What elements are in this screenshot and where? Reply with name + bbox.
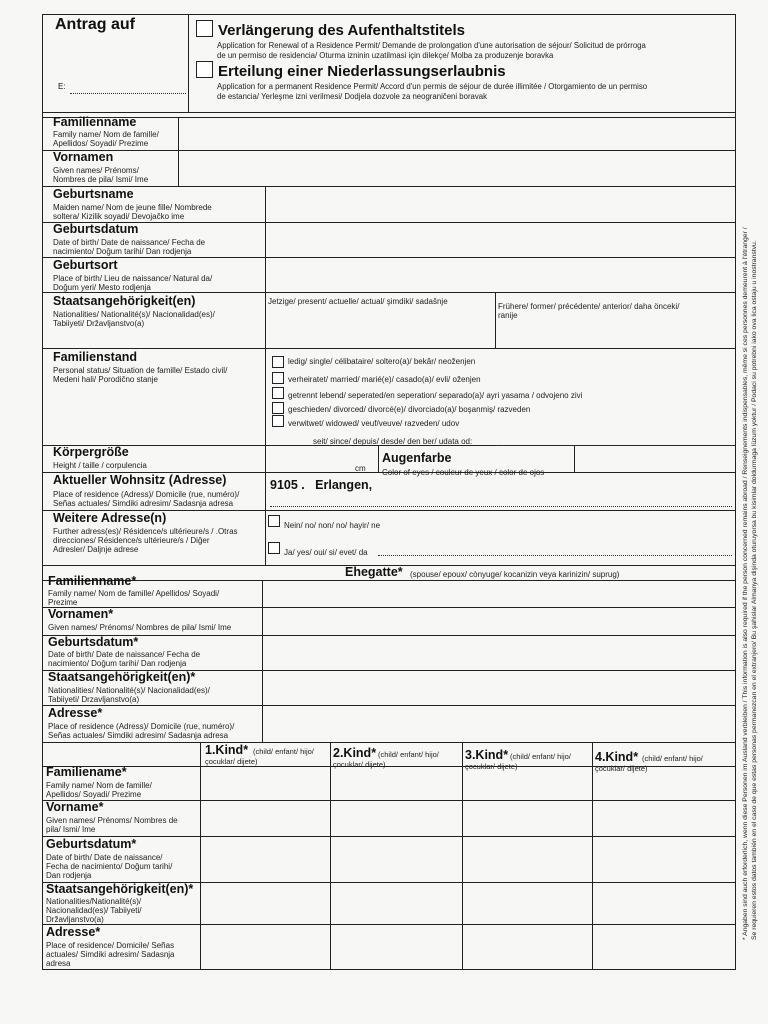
children-familiename-sub2: Apellidos/ Soyadi/ Prezime <box>46 790 142 799</box>
renewal-sub2: de un permiso de residencia/ Oturma izninin uzatilmasi için dilekçe/ Molba za produzenje boravka <box>217 51 554 60</box>
antrag-auf-title: Antrag auf <box>55 16 135 33</box>
side-footnote <box>742 180 759 940</box>
child2-header: 2.Kind* <box>333 746 377 760</box>
familienname-field[interactable] <box>180 118 734 149</box>
spouse-geburtsdatum-field[interactable] <box>264 636 734 669</box>
staatsangehoerigkeit-label: Staatsangehörigkeit(en) <box>53 294 196 308</box>
geburtsort-label: Geburtsort <box>53 258 118 272</box>
spouse-staatsang-label: Staatsangehörigkeit(en)* <box>48 670 196 684</box>
children-familiename-label: Familiename* <box>46 765 127 779</box>
child4-header: 4.Kind* <box>595 750 639 764</box>
height-unit: cm <box>355 464 366 473</box>
spouse-staatsang-sub2: Tabiiyeti/ Drzavljanstvo(a) <box>48 695 140 704</box>
permanent-title: Erteilung einer Niederlassungserlaubnis <box>218 63 506 80</box>
eye-color-field[interactable] <box>576 446 734 471</box>
child3-header-sub1: (child/ enfant/ hijo/ <box>510 752 571 761</box>
status-separated-label: getrennt lebend/ seperated/en seperation/ separado(a)/ ayri yasama / odvojeno zivi <box>288 391 583 400</box>
further-address-yes-checkbox[interactable] <box>268 542 280 554</box>
familienstand-label: Familienstand <box>53 350 138 364</box>
children-staatsang-label: Staatsangehörigkeit(en)* <box>46 882 194 896</box>
nationality-former-field[interactable] <box>498 322 734 346</box>
child1-familiename-field[interactable] <box>202 767 329 799</box>
nationality-current-label: Jetzige/ present/ actuelle/ actual/ şimdiki/ sadašnje <box>268 297 448 306</box>
geburtsort-field[interactable] <box>267 258 734 291</box>
spouse-adresse-field[interactable] <box>264 706 734 741</box>
koerpergroesse-sub: Height / taille / corpulencia <box>53 461 147 470</box>
geburtsort-sub1: Place of birth/ Lieu de naissance/ Natural da/ <box>53 274 213 283</box>
geburtsdatum-sub1: Date of birth/ Date de naissance/ Fecha de <box>53 238 206 247</box>
children-staatsang-sub3: Državljanstvo(a) <box>46 915 104 924</box>
child2-vorname-field[interactable] <box>332 801 461 835</box>
geburtsdatum-sub2: nacimiento/ Doğum tarihi/ Dan rodjenja <box>53 247 192 256</box>
child2-geburtsdatum-field[interactable] <box>332 837 461 881</box>
status-since-label: seit/ since/ depuis/ desde/ den ber/ udata od: <box>313 437 473 446</box>
child3-header: 3.Kind* <box>465 748 509 762</box>
renewal-title: Verlängerung des Aufenthaltstitels <box>218 22 465 39</box>
spouse-vornamen-label: Vornamen* <box>48 607 114 621</box>
children-familiename-sub1: Family name/ Nom de famille/ <box>46 781 152 790</box>
spouse-adresse-label: Adresse* <box>48 706 103 720</box>
spouse-vornamen-sub1: Given names/ Prénoms/ Nombres de pila/ Ismi/ Ime <box>48 623 232 632</box>
spouse-geburtsdatum-label: Geburtsdatum* <box>48 635 139 649</box>
child4-familiename-field[interactable] <box>594 767 734 799</box>
familienname-sub2: Apellidos/ Soyadi/ Prezime <box>53 139 149 148</box>
child2-adresse-field[interactable] <box>332 925 461 968</box>
child1-vorname-field[interactable] <box>202 801 329 835</box>
weitere-adresse-sub2: direcciones/ Résidence/s ultérieure/s / Diğer <box>53 536 210 545</box>
spouse-vornamen-field[interactable] <box>264 608 734 634</box>
geburtsname-field[interactable] <box>267 187 734 221</box>
child2-staatsang-field[interactable] <box>332 883 461 923</box>
wohnsitz-label: Aktueller Wohnsitz (Adresse) <box>53 473 227 487</box>
side-footnote-line1: * Angaben sind auch erforderlich, wenn diese Personen im Ausland verbleiben / This information is also required if the person concerned remains abroad / Renseignements indispensables, même si ces personnes demeurent à l'étranger / <box>742 227 749 940</box>
spouse-heading-sub: (spouse/ epoux/ cònyuge/ kocanizin veya karinizin/ suprug) <box>410 570 620 579</box>
geburtsname-sub2: soltera/ Kizilik soyadi/ Devojačko ime <box>53 212 185 221</box>
spouse-familienname-field[interactable] <box>264 581 734 606</box>
status-divorced-checkbox[interactable] <box>272 402 284 414</box>
augenfarbe-sub: Color of eyes / couleur de yeux / color de ojos <box>382 468 545 477</box>
spouse-familienname-label: Familienname* <box>48 574 137 588</box>
spouse-heading: Ehegatte* <box>345 565 403 579</box>
wohnsitz-sub1: Place of residence (Adress)/ Domicile (rue, numéro)/ <box>53 490 240 499</box>
status-widowed-label: verwitwet/ widowed/ veuf/veuve/ razveden/ udov <box>288 419 460 428</box>
spouse-adresse-sub1: Place of residence (Adress)/ Domicile (rue, numéro)/ <box>48 722 235 731</box>
geburtsname-label: Geburtsname <box>53 187 134 201</box>
children-adresse-sub2: actuales/ Simdiki adresim/ Sadasnja <box>46 950 175 959</box>
weitere-adresse-label: Weitere Adresse(n) <box>53 511 167 525</box>
status-single-label: ledig/ single/ célibataire/ soltero(a)/ bekâr/ neoženjen <box>288 357 476 366</box>
status-married-checkbox[interactable] <box>272 372 284 384</box>
child3-header-sub2: çocuklar/ dijete) <box>465 762 518 771</box>
child2-header-sub2: çocuklar/ dijete) <box>333 760 386 769</box>
vornamen-field[interactable] <box>180 151 734 185</box>
child4-staatsang-field[interactable] <box>594 883 734 923</box>
status-married-label: verheiratet/ married/ marié(e)/ casado(a)/ evli/ oženjen <box>288 375 481 384</box>
e-label: E: <box>58 82 66 91</box>
geburtsdatum-field[interactable] <box>267 223 734 256</box>
children-adresse-sub3: adresa <box>46 959 71 968</box>
child1-header: 1.Kind* <box>205 743 249 757</box>
child1-geburtsdatum-field[interactable] <box>202 837 329 881</box>
status-widowed-checkbox[interactable] <box>272 415 284 427</box>
child3-familiename-field[interactable] <box>464 767 591 799</box>
renewal-sub1: Application for Renewal of a Residence Permit/ Demande de prolongation d'une autorisation de séjour/ Solicitud de prórroga <box>217 41 646 50</box>
spouse-staatsang-field[interactable] <box>264 671 734 704</box>
children-geburtsdatum-label: Geburtsdatum* <box>46 837 137 851</box>
child4-adresse-field[interactable] <box>594 925 734 968</box>
status-since-field[interactable] <box>496 437 732 446</box>
vornamen-sub2: Nombres de pila/ Ismi/ Ime <box>53 175 149 184</box>
spouse-familienname-sub2: Prezime <box>48 598 78 607</box>
geburtsort-sub2: Doğum yeri/ Mesto rodjenja <box>53 283 151 292</box>
height-field[interactable] <box>267 446 351 471</box>
further-address-yes-label: Ja/ yes/ oui/ si/ evet/ da <box>284 548 368 557</box>
status-divorced-label: geschieden/ divorced/ divorcé(e)/ divorciado(a)/ boşanmiş/ razveden <box>288 405 531 414</box>
child1-adresse-field[interactable] <box>202 925 329 968</box>
child2-header-sub1: (child/ enfant/ hijo/ <box>378 750 439 759</box>
children-geburtsdatum-sub1: Date of birth/ Date de naissance/ <box>46 853 163 862</box>
status-separated-checkbox[interactable] <box>272 387 284 399</box>
further-address-no-label: Nein/ no/ non/ no/ hayir/ ne <box>284 521 381 530</box>
child2-familiename-field[interactable] <box>332 767 461 799</box>
vornamen-label: Vornamen <box>53 150 114 164</box>
children-staatsang-sub2: Nacionalidad(es)/ Tabiiyeti/ <box>46 906 142 915</box>
further-address-field[interactable] <box>378 549 732 556</box>
nationality-former-label2: ranije <box>498 311 518 320</box>
child4-vorname-field[interactable] <box>594 801 734 835</box>
staatsangehoerigkeit-sub2: Tabiiyeti/ Državljanstvo(a) <box>53 319 145 328</box>
child3-adresse-field[interactable] <box>464 925 591 968</box>
staatsangehoerigkeit-sub1: Nationalities/ Nationalité(s)/ Nacionalidad(es)/ <box>53 310 215 319</box>
children-staatsang-sub1: Nationalities/Nationalité(s)/ <box>46 897 142 906</box>
children-geburtsdatum-sub2: Fecha de nacimiento/ Doğum tarihi/ <box>46 862 173 871</box>
side-footnote-line2: Se requieren estos datos también en el caso de que estas personas permanezcan en el extranjero/ Bu şahislar Almanya dişinda oturuyorsa bu kisimlar doldurmaga lüzum yoktur / Podaci su potrebni iako ova lica ostaju u inostranstvu. <box>750 240 758 940</box>
familienstand-sub1: Personal status/ Situation de famille/ Estado civil/ <box>53 366 228 375</box>
current-address-line[interactable] <box>270 500 732 507</box>
status-single-checkbox[interactable] <box>272 356 284 368</box>
current-address-value[interactable]: 9105 . Erlangen, <box>270 478 373 492</box>
child3-staatsang-field[interactable] <box>464 883 591 923</box>
permanent-sub2: de estancia/ Yerleşme izni verilmesi/ Dodjela dozvole za neograničeni boravak <box>217 92 488 101</box>
familienname-label: Familienname <box>53 115 137 129</box>
permanent-checkbox[interactable] <box>196 61 213 78</box>
child1-staatsang-field[interactable] <box>202 883 329 923</box>
familienname-sub1: Family name/ Nom de famille/ <box>53 130 159 139</box>
weitere-adresse-sub3: Adresler/ Daljnje adrese <box>53 545 139 554</box>
child4-geburtsdatum-field[interactable] <box>594 837 734 881</box>
wohnsitz-sub2: Señas actuales/ Simdiki adresim/ Sadasnja adresa <box>53 499 234 508</box>
augenfarbe-label: Augenfarbe <box>382 451 452 465</box>
spouse-geburtsdatum-sub2: nacimiento/ Doğum tarihi/ Dan rodjenja <box>48 659 187 668</box>
children-geburtsdatum-sub3: Dan rodjenja <box>46 871 92 880</box>
child4-header-sub1: (child/ enfant/ hijo/ <box>642 754 703 763</box>
vornamen-sub1: Given names/ Prénoms/ <box>53 166 139 175</box>
spouse-staatsang-sub1: Nationalities/ Nationalité(s)/ Nacionalidad(es)/ <box>48 686 210 695</box>
children-vorname-label: Vorname* <box>46 800 104 814</box>
spouse-geburtsdatum-sub1: Date of birth/ Date de naissance/ Fecha de <box>48 650 201 659</box>
spouse-familienname-sub1: Family name/ Nom de famille/ Apellidos/ Soyadi/ <box>48 589 220 598</box>
renewal-checkbox[interactable] <box>196 20 213 37</box>
weitere-adresse-sub1: Further adress(es)/ Résidence/s ultérieure/s / .Otras <box>53 527 238 536</box>
child3-vorname-field[interactable] <box>464 801 591 835</box>
children-adresse-label: Adresse* <box>46 925 101 939</box>
nationality-current-field[interactable] <box>267 308 493 346</box>
nationality-former-label1: Frühere/ former/ précédente/ anterior/ daha önceki/ <box>498 302 680 311</box>
child1-header-sub1: (child/ enfant/ hijo/ <box>253 747 314 756</box>
spouse-adresse-sub2: Señas actuales/ Simdiki adresim/ Sadasnja adresa <box>48 731 229 740</box>
further-address-no-checkbox[interactable] <box>268 515 280 527</box>
koerpergroesse-label: Körpergröße <box>53 445 129 459</box>
familienstand-sub2: Medeni hali/ Porodično stanje <box>53 375 158 384</box>
geburtsdatum-label: Geburtsdatum <box>53 222 139 236</box>
child3-geburtsdatum-field[interactable] <box>464 837 591 881</box>
children-vorname-sub1: Given names/ Prénoms/ Nombres de <box>46 816 178 825</box>
children-adresse-sub1: Place of residence/ Domicile/ Señas <box>46 941 175 950</box>
child1-header-sub2: çocuklar/ dijete) <box>205 757 258 766</box>
e-field[interactable] <box>70 84 186 94</box>
permanent-sub1: Application for a permanent Residence Permit/ Accord d'un permis de séjour de durée illimitée / Otorgamiento de un permiso <box>217 82 648 91</box>
children-vorname-sub2: pila/ Ismi/ Ime <box>46 825 96 834</box>
geburtsname-sub1: Maiden name/ Nom de jeune fille/ Nombrede <box>53 203 212 212</box>
child4-header-sub2: çocuklar/ dijete) <box>595 764 648 773</box>
